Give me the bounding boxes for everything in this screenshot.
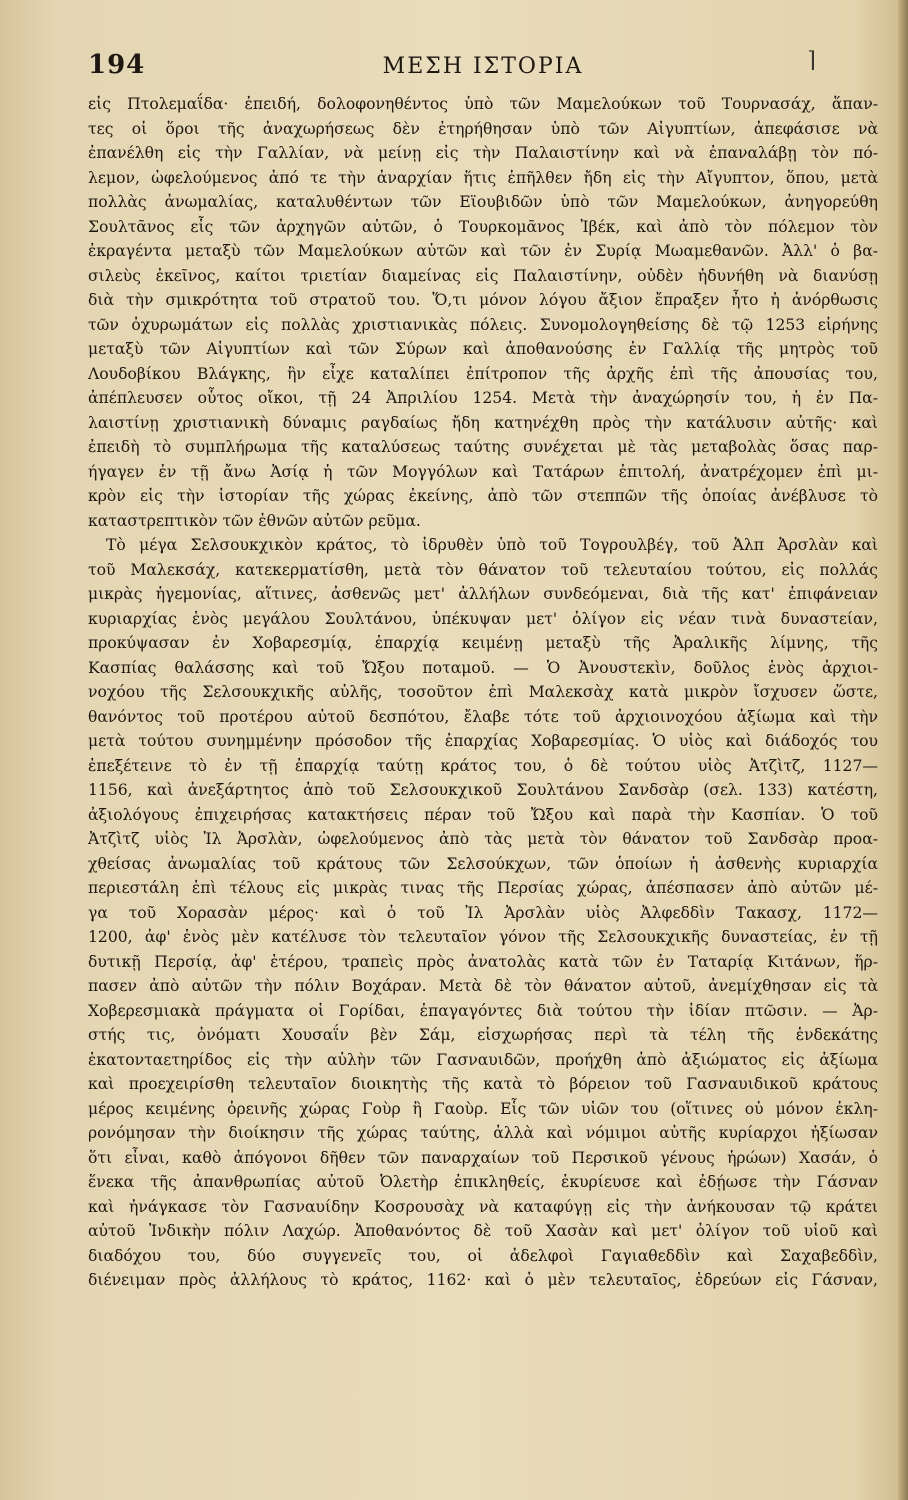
text-line: θανόντος τοῦ προτέρου αὐτοῦ δεσπότου, ἔλαβε τότε τοῦ ἀρχιοινοχόου ἀξίωμα καὶ τὴν (88, 707, 878, 726)
text-line: ἐπειδὴ τὸ συμπλήρωμα τῆς καταλύσεως ταύτης συνέχεται μὲ τὰς μεταβολὰς ὅσας παρ- (88, 438, 878, 456)
text-line: λεμον, ὠφελούμενος ἀπό τε τὴν ἀναρχίαν ἥτις ἐπῆλθεν ἤδη εἰς τὴν Αἴγυπτον, ὅπου, μετὰ (88, 168, 878, 187)
text-line: ὅτι εἶναι, καθὸ ἀπόγονοι δῆθεν τῶν παναρχαίων τοῦ Περσικοῦ γένους ἡρώων) Χασάν, ὁ (88, 1148, 878, 1167)
text-line: μεταξὺ τῶν Αἰγυπτίων καὶ τῶν Σύρων καὶ ἀποθανούσης ἐν Γαλλίᾳ τῆς μητρὸς τοῦ (88, 340, 878, 358)
text-line: αὐτοῦ Ἰνδικὴν πόλιν Λαχώρ. Ἀποθανόντος δὲ τοῦ Χασὰν καὶ μετ' ὀλίγον τοῦ υἱοῦ καὶ (88, 1222, 878, 1240)
text-line: 1200, ἀφ' ἑνὸς μὲν κατέλυσε τὸν τελευταῖον γόνον τῆς Σελσουκχικῆς δυναστείας, ἐν τῇ (88, 928, 878, 946)
text-line: νοχόου τῆς Σελσουκχικῆς αὐλῆς, τοσοῦτον ἐπὶ Μαλεκσὰχ κατὰ μικρὸν ἴσχυσεν ὥστε, (88, 683, 878, 701)
text-line: ἐκραγέντα μεταξὺ τῶν Μαμελούκων αὐτῶν καὶ τῶν ἐν Συρίᾳ Μωαμεθανῶν. Ἀλλ' ὁ βα- (88, 242, 878, 260)
text-line: καὶ προεχειρίσθη τελευταῖον διοικητὴς τῆς κατὰ τὸ βόρειον τοῦ Γασναυιδικοῦ κράτους (88, 1075, 878, 1093)
text-line: διὰ τὴν σμικρότητα τοῦ στρατοῦ του. Ὅ,τι μόνον λόγου ἄξιον ἔπραξεν ἦτο ἡ ἀνόρθωσις (88, 291, 878, 309)
text-line: τοῦ Μαλεκσάχ, κατεκερματίσθη, μετὰ τὸν θάνατον τοῦ τελευταίου τούτου, εἰς πολλάς (88, 560, 878, 579)
text-line: καὶ ἠνάγκασε τὸν Γασναυίδην Κοσρουσὰχ νὰ καταφύγῃ εἰς τὴν ἀνήκουσαν τῷ κράτει (88, 1197, 878, 1216)
text-line: κρὸν εἰς τὴν ἱστορίαν τῆς χώρας ἐκείνης, ἀπὸ τῶν στεππῶν τῆς ὁποίας ἀνέβλυσε τὸ (88, 487, 878, 505)
text-line: πασεν ἀπὸ αὐτῶν τὴν πόλιν Βοχάραν. Μετὰ δὲ τὸν θάνατον αὐτοῦ, ἀνεμίχθησαν εἰς τὰ (88, 977, 878, 995)
text-line: ἀξιολόγους ἐπιχειρήσας κατακτήσεις πέραν τοῦ Ὤξου καὶ παρὰ τὴν Κασπίαν. Ὁ τοῦ (88, 805, 878, 824)
text-line: Τὸ μέγα Σελσουκχικὸν κράτος, τὸ ἱδρυθὲν ὑπὸ τοῦ Τογρουλβέγ, τοῦ Ἀλπ Ἀρσλὰν καὶ (106, 536, 878, 554)
body-text (88, 92, 878, 1293)
text-line: τες οἱ ὅροι τῆς ἀναχωρήσεως δὲν ἐτηρήθησαν ὑπὸ τῶν Αἰγυπτίων, ἀπεφάσισε νὰ (88, 119, 878, 138)
text-line: Σουλτᾶνος εἷς τῶν ἀρχηγῶν αὐτῶν, ὁ Τουρκομᾶνος Ἰβέκ, καὶ ἀπὸ τὸν πόλεμον τὸν (88, 217, 878, 236)
text-line: γα τοῦ Χορασὰν μέρος· καὶ ὁ τοῦ Ἰλ Ἀρσλὰν υἱὸς Ἀλφεδδὶν Τακασχ, 1172— (88, 903, 878, 922)
corner-mark: ⌉ (807, 48, 816, 73)
text-line: ἐπανέλθη εἰς τὴν Γαλλίαν, νὰ μείνῃ εἰς τὴν Παλαιστίνην καὶ νὰ ἐπαναλάβῃ τὸν πό- (88, 144, 878, 162)
text-line: λαιστίνῃ χριστιανικὴ δύναμις ραγδαίως ἤδη κατηνέχθη πρὸς τὴν κατάλυσιν αὐτῆς· καὶ (88, 413, 878, 432)
text-line: μέρος κειμένης ὀρεινῆς χώρας Γοὺρ ἢ Γαοὺρ. Εἷς τῶν υἱῶν του (οἵτινες οὐ μόνον ἐκλη- (88, 1099, 878, 1118)
text-line: Ἀτζὶτζ υἱὸς Ἰλ Ἀρσλὰν, ὠφελούμενος ἀπὸ τὰς μετὰ τὸν θάνατον τοῦ Σανδσὰρ προα- (88, 830, 878, 848)
text-line: δυτικῇ Περσίᾳ, ἀφ' ἑτέρου, τραπεὶς πρὸς ἀνατολὰς κατὰ τῶν ἐν Ταταρίᾳ Κιτάνων, ἥρ- (88, 952, 878, 971)
text-line: μικρὰς ἡγεμονίας, αἵτινες, ἀσθενῶς μετ' ἀλλήλων συνδεόμεναι, διὰ τῆς κατ' ἐπιφάνειαν (88, 585, 878, 603)
text-line: τῶν ὀχυρωμάτων εἰς πολλὰς χριστιανικὰς πόλεις. Συνομολογηθείσης δὲ τῷ 1253 εἰρήνης (88, 315, 878, 334)
text-line: κυριαρχίας ἑνὸς μεγάλου Σουλτάνου, ὑπέκυψαν μετ' ὀλίγον εἰς νέαν τινὰ δυναστείαν, (88, 609, 878, 628)
text-line: ἕνεκα τῆς ἀπανθρωπίας αὐτοῦ Ὀλετὴρ ἐπικληθείς, ἐκυρίευσε καὶ ἐδῄωσε τὴν Γάσναν (88, 1173, 878, 1191)
text-line: μετὰ τούτου συνημμένην πρόσοδον τῆς ἐπαρχίας Χοβαρεσμίας. Ὁ υἱὸς καὶ διάδοχός του (88, 732, 878, 750)
text-line: πολλὰς ἀνωμαλίας, καταλυθέντων τῶν Εϊουβιδῶν ὑπὸ τῶν Μαμελούκων, ἀνηγορεύθη (88, 193, 878, 211)
text-line: 1156, καὶ ἀνεξάρτητος ἀπὸ τοῦ Σελσουκχικοῦ Σουλτάνου Σανδσὰρ (σελ. 133) κατέστη, (88, 781, 878, 799)
text-line: καταστρεπτικὸν τῶν ἐθνῶν αὐτῶν ρεῦμα. (88, 511, 421, 530)
text-line: στής τις, ὀνόματι Χουσαΐν βὲν Σάμ, εἰσχωρήσας περὶ τὰ τέλη τῆς ἑνδεκάτης (88, 1026, 878, 1044)
text-line: εἰς Πτολεμαΐδα· ἐπειδή, δολοφονηθέντος ὑπὸ τῶν Μαμελούκων τοῦ Τουρνασάχ, ἅπαν- (88, 95, 878, 113)
running-title: ΜΕΣΗ ΙΣΤΟΡΙΑ (382, 54, 584, 79)
text-line: σιλεὺς ἐκεῖνος, καίτοι τριετίαν διαμείνας εἰς Παλαιστίνην, οὐδὲν ἠδυνήθη νὰ διανύσῃ (88, 266, 878, 285)
text-line: Χοβερεσμιακὰ πράγματα οἱ Γορίδαι, ἐπαγαγόντες διὰ τούτου τὴν ἰδίαν πτῶσιν. — Ἀρ- (88, 1001, 878, 1020)
text-line: χθείσας ἀνωμαλίας τοῦ κράτους τῶν Σελσούκχων, τῶν ὁποίων ἡ ἀσθενὴς κυριαρχία (88, 854, 878, 873)
text-line: περιεστάλη ἐπὶ τέλους εἰς μικρὰς τινας τῆς Περσίας χώρας, ἀπέσπασεν ἀπὸ αὐτῶν μέ- (88, 879, 878, 897)
text-line: ἑκατονταετηρίδος εἰς τὴν αὐλὴν τῶν Γασναυιδῶν, προήχθη ἀπὸ ἀξιώματος εἰς ἀξίωμα (88, 1050, 878, 1069)
text-line: Κασπίας θαλάσσης καὶ τοῦ Ὤξου ποταμοῦ. — Ὁ Ἀνουστεκὶν, δοῦλος ἑνὸς ἀρχιοι- (88, 658, 878, 677)
page-edge (898, 0, 908, 1500)
text-line: διένειμαν πρὸς ἀλλήλους τὸ κράτος, 1162· καὶ ὁ μὲν τελευταῖος, ἑδρεύων εἰς Γάσναν, (88, 1271, 878, 1289)
page-header (88, 44, 878, 84)
text-line: ρονόμησαν τὴν διοίκησιν τῆς χώρας ταύτης, ἀλλὰ καὶ νόμιμοι αὐτῆς κυρίαρχοι ἠξίωσαν (88, 1124, 878, 1142)
text-line: διαδόχου του, δύο συγγενεῖς του, οἱ ἀδελφοὶ Γαγιαθεδδὶν καὶ Σαχαβεδδὶν, (88, 1246, 878, 1265)
text-line: προκύψασαν ἐν Χοβαρεσμίᾳ, ἐπαρχίᾳ κειμένῃ μεταξὺ τῆς Ἀραλικῆς λίμνης, τῆς (88, 634, 878, 652)
text-line: ἀπέπλευσεν οὗτος οἴκοι, τῇ 24 Ἀπριλίου 1254. Μετὰ τὴν ἀναχώρησίν του, ἡ ἐν Πα- (88, 389, 878, 407)
text-line: ἐπεξέτεινε τὸ ἐν τῇ ἐπαρχίᾳ ταύτῃ κράτος του, ὁ δὲ τούτου υἱὸς Ἀτζὶτζ, 1127— (88, 756, 878, 775)
text-line: Λουδοβίκου Βλάγκης, ἣν εἶχε καταλίπει ἐπίτροπον τῆς ἀρχῆς ἐπὶ τῆς ἀπουσίας του, (88, 364, 878, 383)
text-line: ήγαγεν ἐν τῇ ἄνω Ἀσίᾳ ἡ τῶν Μογγόλων καὶ Τατάρων ἐπιτολή, ἀνατρέχομεν ἐπὶ μι- (88, 462, 878, 481)
page-number: 194 (88, 50, 146, 80)
